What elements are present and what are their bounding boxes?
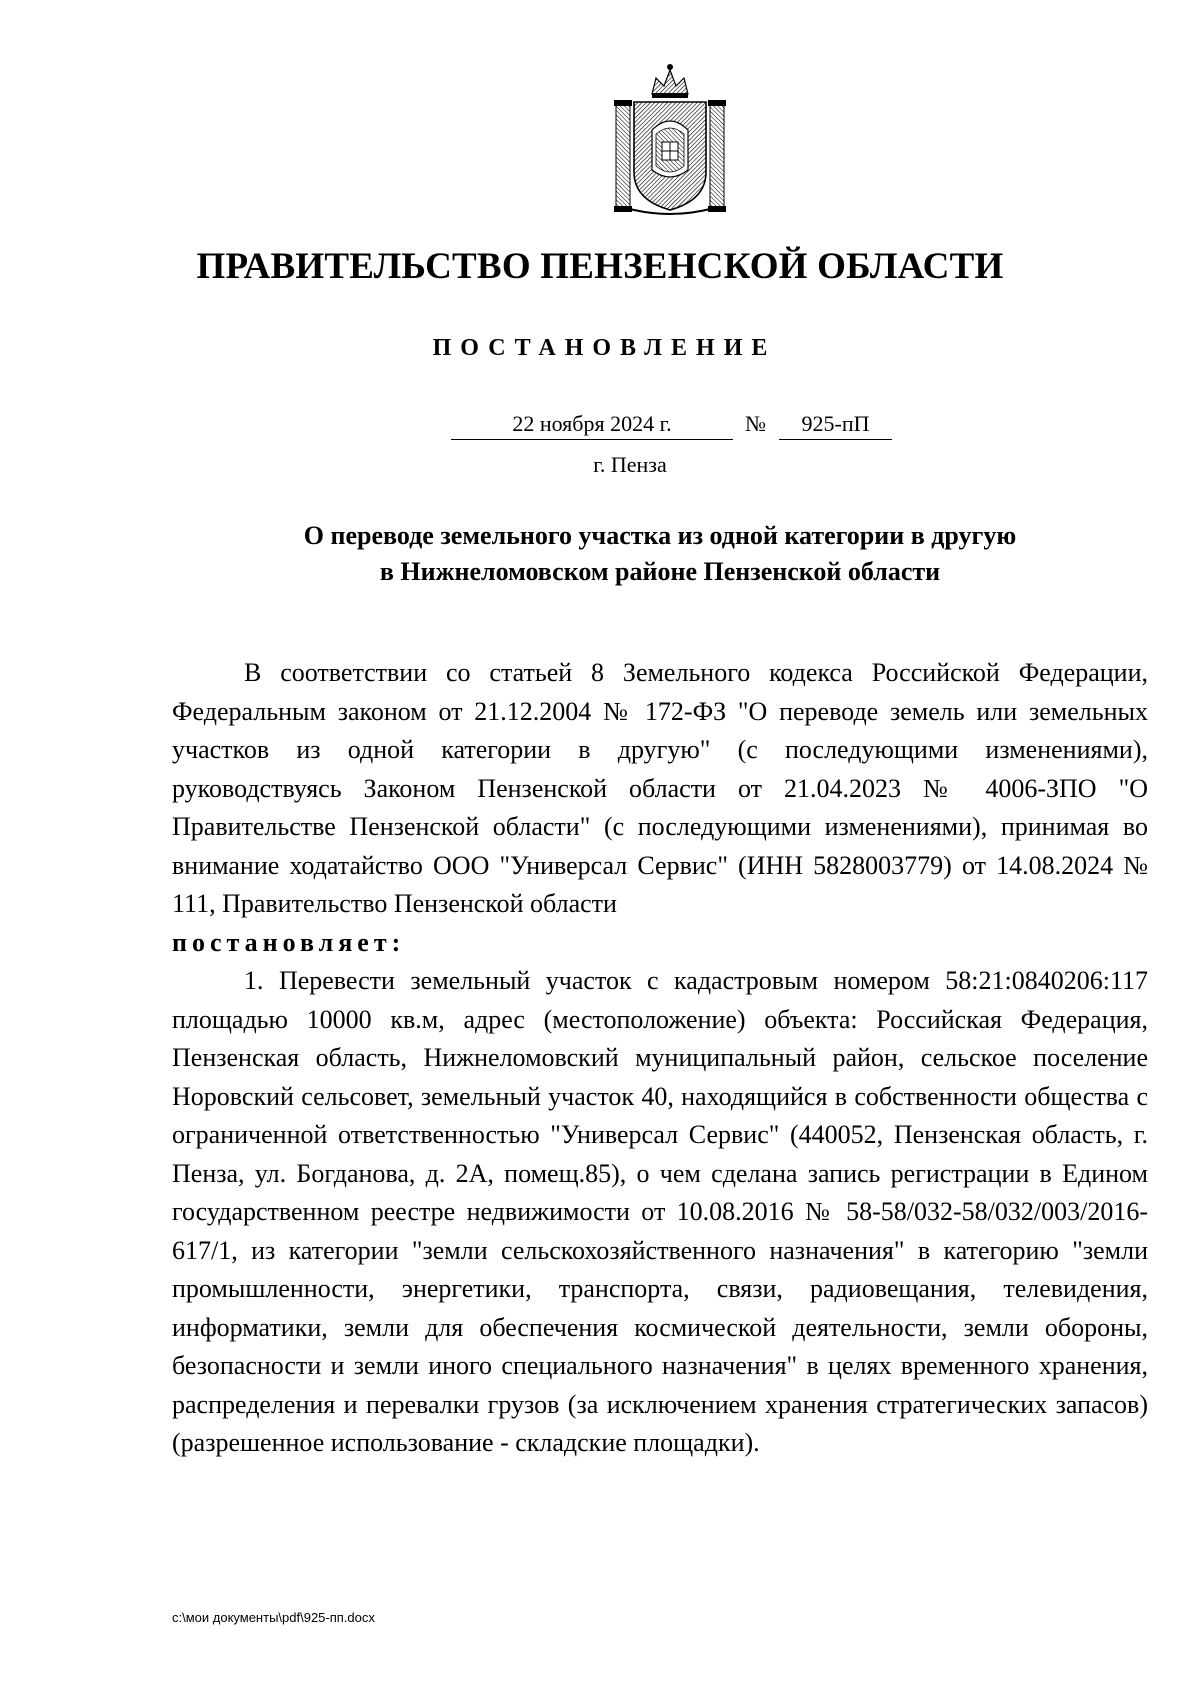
document-body: [172, 654, 1148, 1463]
subject-line-2: в Нижнеломовском районе Пензенской области: [379, 557, 941, 586]
document-date: 22 ноября 2024 г.: [451, 411, 733, 440]
item-1-paragraph: 1. Перевести земельный участок с кадастровым номером 58:21:0840206:117 площадью 10000 кв.м, адрес (местоположение) объекта: Российская Федерация, Пензенская область, Нижнеломовский муниципальный район, сельское поселение Норовский сельсовет, земельный участок 40, находящийся в собственности общества с ограниченной ответственностью "Универсал Сервис" (440052, Пензенская область, г. Пенза, ул. Богданова, д. 2А, помещ.85), о чем сделана запись регистрации в Едином государственном реестре недвижимости от 10.08.2016 № 58-58/032-58/032/003/2016-617/1, из категории "земли сельскохозяйственного назначения" в категорию "земли промышленности, энергетики, транспорта, связи, радиовещания, телевидения, информатики, земли для обеспечения космической деятельности, земли обороны, безопасности и земли иного специального назначения" в целях временного хранения, распределения и перевалки грузов (за исключением хранения стратегических запасов) (разрешенное использование - складские площадки).: [172, 966, 1148, 1457]
document-number: 925-пП: [779, 411, 892, 440]
decree-word: постановляет:: [172, 927, 406, 957]
document-type-heading: ПОСТАНОВЛЕНИЕ: [432, 335, 777, 361]
city-name: г. Пенза: [593, 452, 667, 477]
preamble-paragraph: В соответствии со статьей 8 Земельного кодекса Российской Федерации, Федеральным законом от 21.12.2004 № 172-ФЗ "О переводе земель или земельных участков из одной категории в другую" (с последующими изменениями), руководствуясь Законом Пензенской области от 21.04.2023 № 4006-ЗПО "О Правительстве Пензенской области" (с последующими изменениями), принимая во внимание ходатайство ООО "Универсал Сервис" (ИНН 5828003779) от 14.08.2024 № 111, Правительство Пензенской области: [172, 658, 1148, 918]
organization-title: ПРАВИТЕЛЬСТВО ПЕНЗЕНСКОЙ ОБЛАСТИ: [196, 246, 1004, 287]
document-subject: [172, 518, 1148, 590]
subject-line-1: О переводе земельного участка из одной категории в другую: [303, 521, 1017, 550]
footer-file-path: c:\мои документы\pdf\925-пп.docx: [172, 1610, 375, 1625]
number-sign: №: [745, 411, 766, 436]
coat-of-arms-emblem: [612, 60, 728, 216]
